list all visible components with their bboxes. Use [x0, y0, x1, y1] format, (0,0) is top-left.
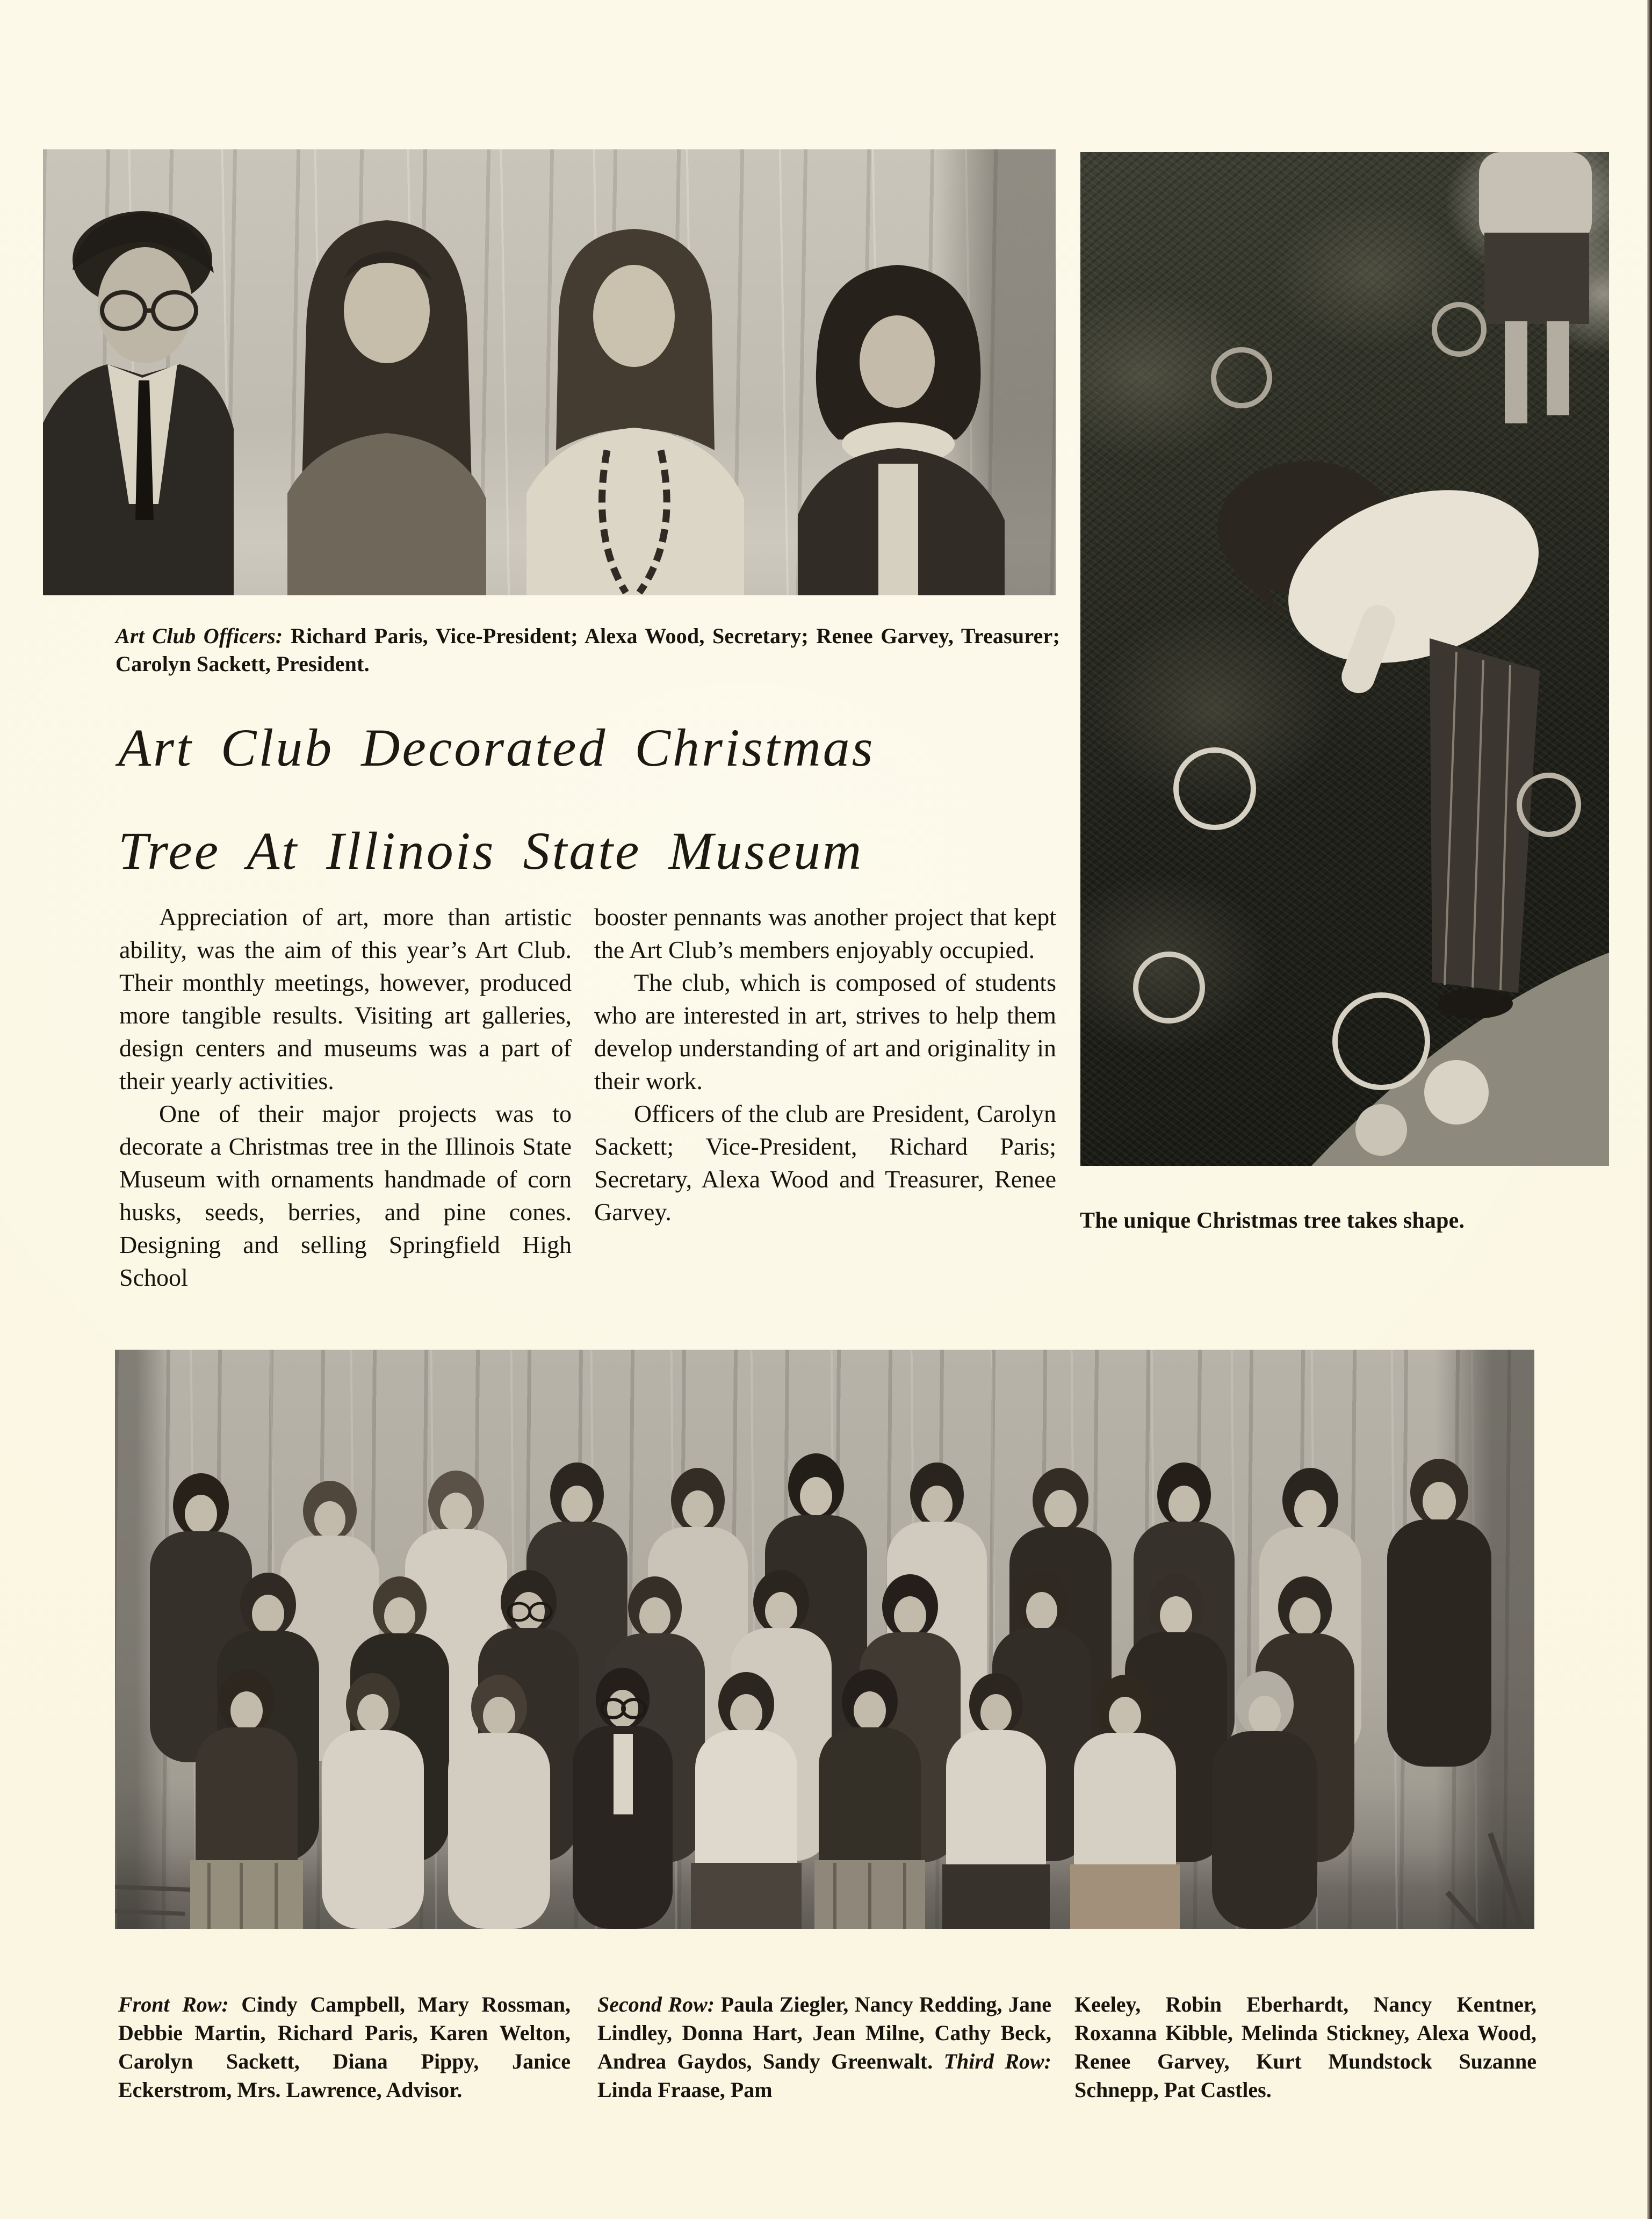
group-caption-col3 — [1074, 1990, 1536, 2104]
article-paragraph: Officers of the club are President, Carolyn Sackett; Vice-President, Richard Paris; Secretary, Alexa Wood and Treasurer, Renee Garvey. — [594, 1100, 1056, 1226]
group-front-row — [190, 1668, 1317, 1929]
article-paragraph: The club, which is composed of students who are interested in art, strives to help them develop understanding of art and originality in their work. — [594, 969, 1056, 1094]
second-row-label: Second Row: — [597, 1992, 715, 2016]
headline-line1: Art Club Decorated Christmas — [118, 718, 875, 777]
tree-photo-caption: The unique Christmas tree takes shape. — [1080, 1208, 1465, 1233]
article-paragraph: One of their major projects was to decorate a Christmas tree in the Illinois State Museum with ornaments handmade of corn husks, seeds, berries, and pine cones. Designing and selling Springfield High School — [119, 1100, 572, 1291]
third-row-names-start: Linda Fraase, Pam — [597, 2078, 773, 2102]
christmas-tree-photo — [1080, 152, 1609, 1166]
bending-figure — [1217, 460, 1561, 1019]
front-row-names: Cindy Campbell, Mary Rossman, Debbie Martin, Richard Paris, Karen Welton, Carolyn Sackett, Diana Pippy, Janice Eckerstrom, Mrs. Lawrence, Advisor. — [118, 1992, 571, 2102]
officer-figure-dark-bob — [798, 265, 1005, 595]
third-row-names-continued: Keeley, Robin Eberhardt, Nancy Kentner, Roxanna Kibble, Melinda Stickney, Alexa Wood, Renee Garvey, Kurt Mundstock Suzanne Schnepp, Pat Castles. — [1074, 1992, 1536, 2102]
officers-photo-figures — [43, 149, 1056, 595]
officer-figure-light-coat — [526, 229, 744, 595]
group-photo — [115, 1350, 1534, 1929]
article-column-2 — [594, 900, 1056, 1228]
article-headline — [118, 696, 1246, 903]
officers-caption-lead: Art Club Officers: — [116, 624, 283, 648]
officer-figure-long-hair — [287, 220, 486, 595]
scan-edge-artifact — [1647, 0, 1652, 2219]
standing-figure — [1479, 152, 1592, 423]
second-row-names: Paula Ziegler, Nancy Redding, Jane Lindley, Donna Hart, Jean Milne, Cathy Beck, Andrea Gaydos, Sandy Greenwalt. — [597, 1992, 1051, 2073]
officer-figure-richard-paris — [43, 211, 234, 595]
group-photo-figures — [115, 1350, 1534, 1929]
front-row-label: Front Row: — [118, 1992, 229, 2016]
article-paragraph: booster pennants was another project that kept the Art Club’s members enjoyably occupied. — [594, 903, 1056, 963]
headline-line2: Tree At Illinois State Museum — [118, 821, 864, 881]
officers-caption-text: Richard Paris, Vice-President; Alexa Wood, Secretary; Renee Garvey, Treasurer; Carolyn Sackett, President. — [116, 624, 1060, 676]
officers-photo-caption — [116, 622, 1060, 678]
officers-photo — [43, 149, 1056, 595]
article-column-1 — [119, 900, 572, 1294]
group-caption-col2 — [597, 1990, 1051, 2104]
tree-photo-figures — [1080, 152, 1609, 1166]
group-caption-col1 — [118, 1990, 571, 2104]
article-paragraph: Appreciation of art, more than artistic ability, was the aim of this year’s Art Club. Their monthly meetings, however, produced more tangible results. Visiting art galleries, design centers and museums was a part of their yearly activities. — [119, 903, 572, 1094]
third-row-label: Third Row: — [943, 2049, 1051, 2073]
